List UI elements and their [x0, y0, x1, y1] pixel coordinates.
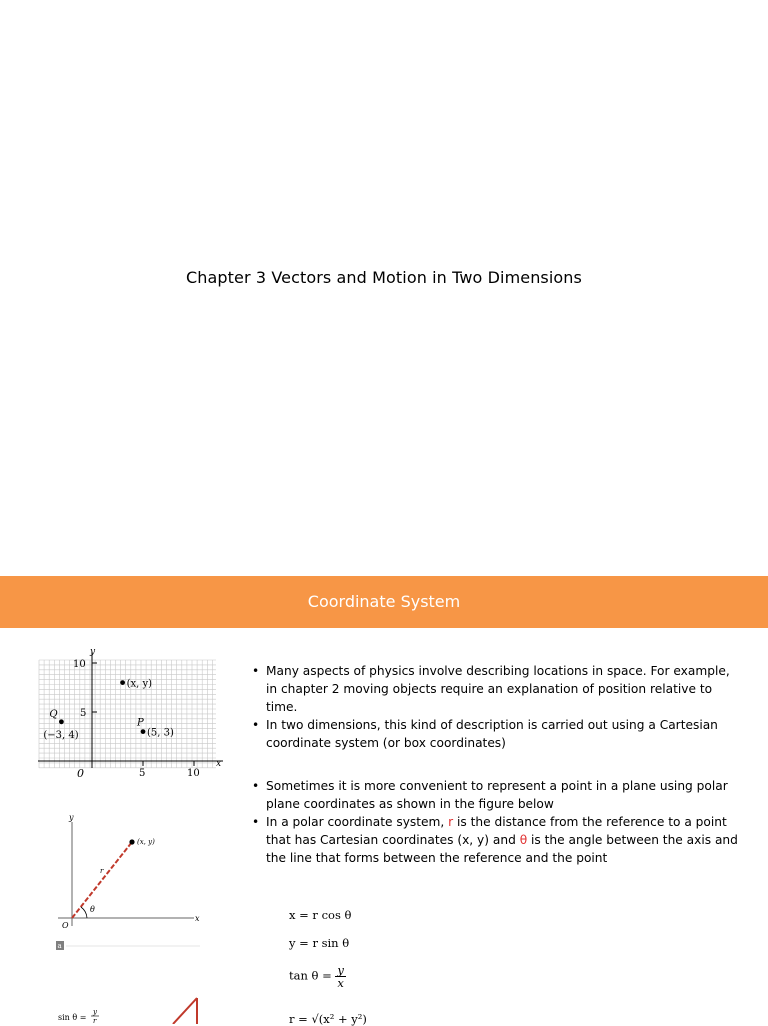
- point-label: (−3, 4): [43, 729, 79, 741]
- x-axis-label: x: [216, 759, 222, 769]
- point-label: (5, 3): [147, 727, 174, 739]
- radius-line: [72, 842, 132, 918]
- sin-num: y: [93, 1008, 97, 1016]
- equation-x: x = r cos θ: [289, 908, 352, 922]
- theta-symbol: θ: [519, 833, 528, 847]
- equation-tan: [289, 964, 346, 989]
- slide-title: Chapter 3 Vectors and Motion in Two Dimensions: [186, 268, 582, 287]
- point-marker: [129, 839, 134, 844]
- bullet-item: • Sometimes it is more convenient to represent a point in a plane using polar plane coordinates as shown in the figure below: [252, 777, 742, 813]
- bullet-text: is the distance from the reference to a point that has Cartesian coordinates (x, y) and: [266, 815, 727, 847]
- point-name: Q: [49, 708, 58, 720]
- tan-left: tan θ =: [289, 968, 332, 983]
- sin-label: sin θ =: [58, 1013, 87, 1022]
- point-marker: [120, 680, 125, 685]
- x-tick-label-5: 5: [139, 768, 146, 779]
- section-banner: [0, 576, 768, 628]
- bullet-item: • Many aspects of physics involve describing locations in space. For example, in chapter 2 moving objects require an explanation of position relative to time.: [252, 662, 742, 716]
- tan-denominator: x: [337, 976, 344, 990]
- x-axis-label: x: [195, 914, 200, 923]
- polar-coordinate-figure: [50, 808, 210, 953]
- triangle-hypotenuse: [173, 998, 197, 1024]
- bullet-item: [252, 813, 742, 867]
- bullet-list-top: [252, 662, 742, 752]
- bullet-item: • In two dimensions, this kind of description is carried out using a Cartesian coordinate system (or box coordinates): [252, 716, 742, 752]
- r-label: r: [100, 867, 104, 875]
- y-axis-label: y: [69, 813, 74, 822]
- point-label: (x, y): [137, 838, 155, 846]
- equation-r: r = √(x² + y²): [289, 1012, 367, 1026]
- sin-den: r: [93, 1017, 97, 1024]
- cartesian-grid-figure: [30, 640, 230, 785]
- y-tick-label-10: 10: [73, 659, 86, 670]
- point-marker: [141, 729, 146, 734]
- point-label: (x, y): [126, 678, 153, 690]
- x-tick-label-10: 10: [187, 768, 200, 779]
- bullet-list-bottom: [252, 777, 742, 867]
- bullet-text: In a polar coordinate system,: [266, 815, 449, 829]
- banner-title: Coordinate System: [307, 592, 461, 611]
- theta-arc: [81, 907, 87, 918]
- bullet-text: is the angle between the axis and the line that forms between the reference and the point: [266, 833, 738, 865]
- badge-label: a: [57, 942, 62, 950]
- r-symbol: r: [448, 815, 454, 829]
- theta-label: θ: [90, 905, 95, 914]
- points-layer: [43, 679, 174, 741]
- point-marker: [59, 719, 64, 724]
- y-axis-label: y: [90, 647, 96, 657]
- x-tick-label-0: 0: [77, 767, 84, 780]
- triangle-figure: [55, 995, 205, 1024]
- tan-numerator: y: [337, 963, 344, 977]
- tan-fraction: [335, 964, 346, 989]
- y-tick-label-5: 5: [80, 708, 87, 719]
- equation-y: y = r sin θ: [289, 936, 350, 950]
- grid-lines: [39, 660, 216, 768]
- point-name: P: [137, 717, 144, 729]
- origin-label: O: [62, 921, 69, 930]
